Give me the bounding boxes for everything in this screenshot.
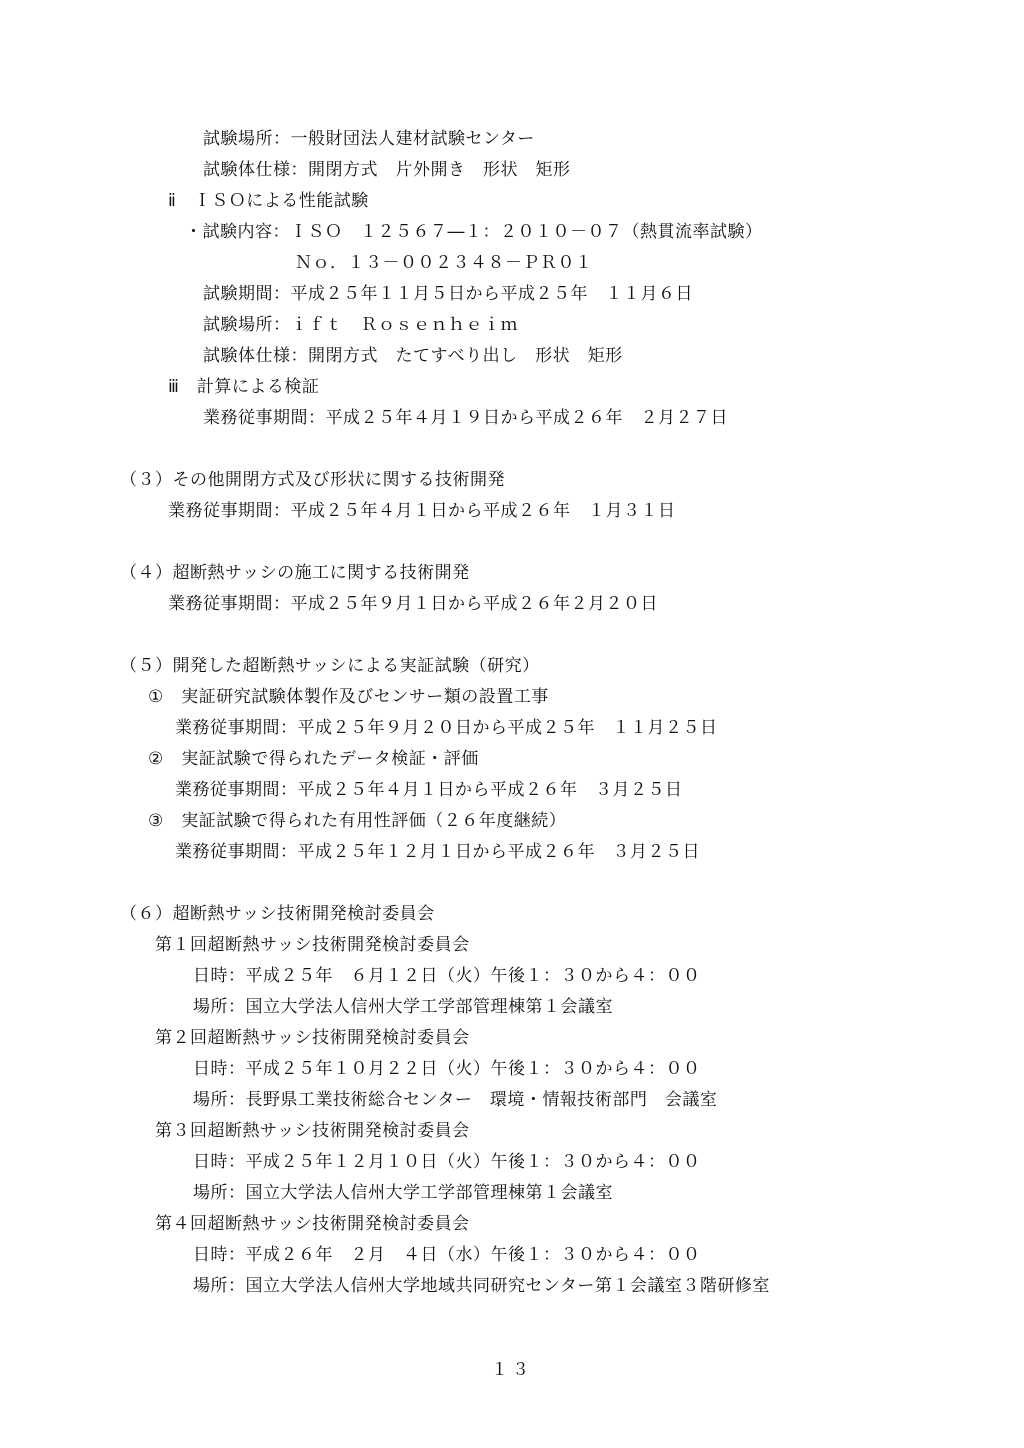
committee-meeting-2-title: 第２回超断熱サッシ技術開発検討委員会 <box>155 1028 470 1048</box>
committee-meeting-1-location: 場所：国立大学法人信州大学工学部管理棟第１会議室 <box>193 997 613 1017</box>
calculation-verification-heading: ⅲ 計算による検証 <box>168 377 320 397</box>
section-5-item-1: ① 実証研究試験体製作及びセンサー類の設置工事 <box>148 687 549 707</box>
iso-test-content-line: ・試験内容：ＩＳＯ １２５６７―１：２０１０－０７（熱貫流率試験） <box>185 222 763 242</box>
committee-meeting-1-datetime: 日時：平成２５年 ６月１２日（火）午後１：３０から４：００ <box>193 966 701 986</box>
section-3-period-line: 業務従事期間：平成２５年４月１日から平成２６年 １月３１日 <box>168 501 676 521</box>
calculation-period-line: 業務従事期間：平成２５年４月１９日から平成２６年 ２月２７日 <box>203 408 728 428</box>
committee-meeting-3-datetime: 日時：平成２５年１２月１０日（火）午後１：３０から４：００ <box>193 1152 701 1172</box>
committee-meeting-1-title: 第１回超断熱サッシ技術開発検討委員会 <box>155 935 470 955</box>
section-5-item-1-period: 業務従事期間：平成２５年９月２０日から平成２５年 １１月２５日 <box>175 718 718 738</box>
test-specimen-spec-line: 試験体仕様：開閉方式 片外開き 形状 矩形 <box>203 160 571 180</box>
iso-test-specimen-spec-line: 試験体仕様：開閉方式 たてすべり出し 形状 矩形 <box>203 346 623 366</box>
section-6-heading: （６）超断熱サッシ技術開発検討委員会 <box>120 904 435 924</box>
section-5-item-3: ③ 実証試験で得られた有用性評価（２６年度継続） <box>148 811 567 831</box>
committee-meeting-4-title: 第４回超断熱サッシ技術開発検討委員会 <box>155 1214 470 1234</box>
iso-test-number-line: Ｎｏ．１３－００２３４８－ＰＲ０１ <box>295 253 593 273</box>
iso-test-location-line: 試験場所：ｉｆｔ Ｒｏｓｅｎｈｅｉｍ <box>203 315 518 335</box>
iso-performance-test-heading: ⅱ ＩＳＯによる性能試験 <box>168 191 369 211</box>
committee-meeting-2-location: 場所：長野県工業技術総合センター 環境・情報技術部門 会議室 <box>193 1090 718 1110</box>
section-5-item-3-period: 業務従事期間：平成２５年１２月１日から平成２６年 ３月２５日 <box>175 842 700 862</box>
committee-meeting-2-datetime: 日時：平成２５年１０月２２日（火）午後１：３０から４：００ <box>193 1059 701 1079</box>
committee-meeting-4-location: 場所：国立大学法人信州大学地域共同研究センター第１会議室３階研修室 <box>193 1276 770 1296</box>
test-location-line: 試験場所：一般財団法人建材試験センター <box>203 129 535 149</box>
committee-meeting-3-title: 第３回超断熱サッシ技術開発検討委員会 <box>155 1121 470 1141</box>
section-4-heading: （４）超断熱サッシの施工に関する技術開発 <box>120 563 470 583</box>
section-3-heading: （３）その他開閉方式及び形状に関する技術開発 <box>120 470 505 490</box>
section-5-item-2-period: 業務従事期間：平成２５年４月１日から平成２６年 ３月２５日 <box>175 780 683 800</box>
iso-test-period-line: 試験期間：平成２５年１１月５日から平成２５年 １１月６日 <box>203 284 693 304</box>
committee-meeting-4-datetime: 日時：平成２６年 ２月 ４日（水）午後１：３０から４：００ <box>193 1245 701 1265</box>
page-number: １３ <box>491 1360 533 1380</box>
committee-meeting-3-location: 場所：国立大学法人信州大学工学部管理棟第１会議室 <box>193 1183 613 1203</box>
section-5-heading: （５）開発した超断熱サッシによる実証試験（研究） <box>120 656 540 676</box>
section-5-item-2: ② 実証試験で得られたデータ検証・評価 <box>148 749 479 769</box>
section-4-period-line: 業務従事期間：平成２５年９月１日から平成２６年２月２０日 <box>168 594 658 614</box>
